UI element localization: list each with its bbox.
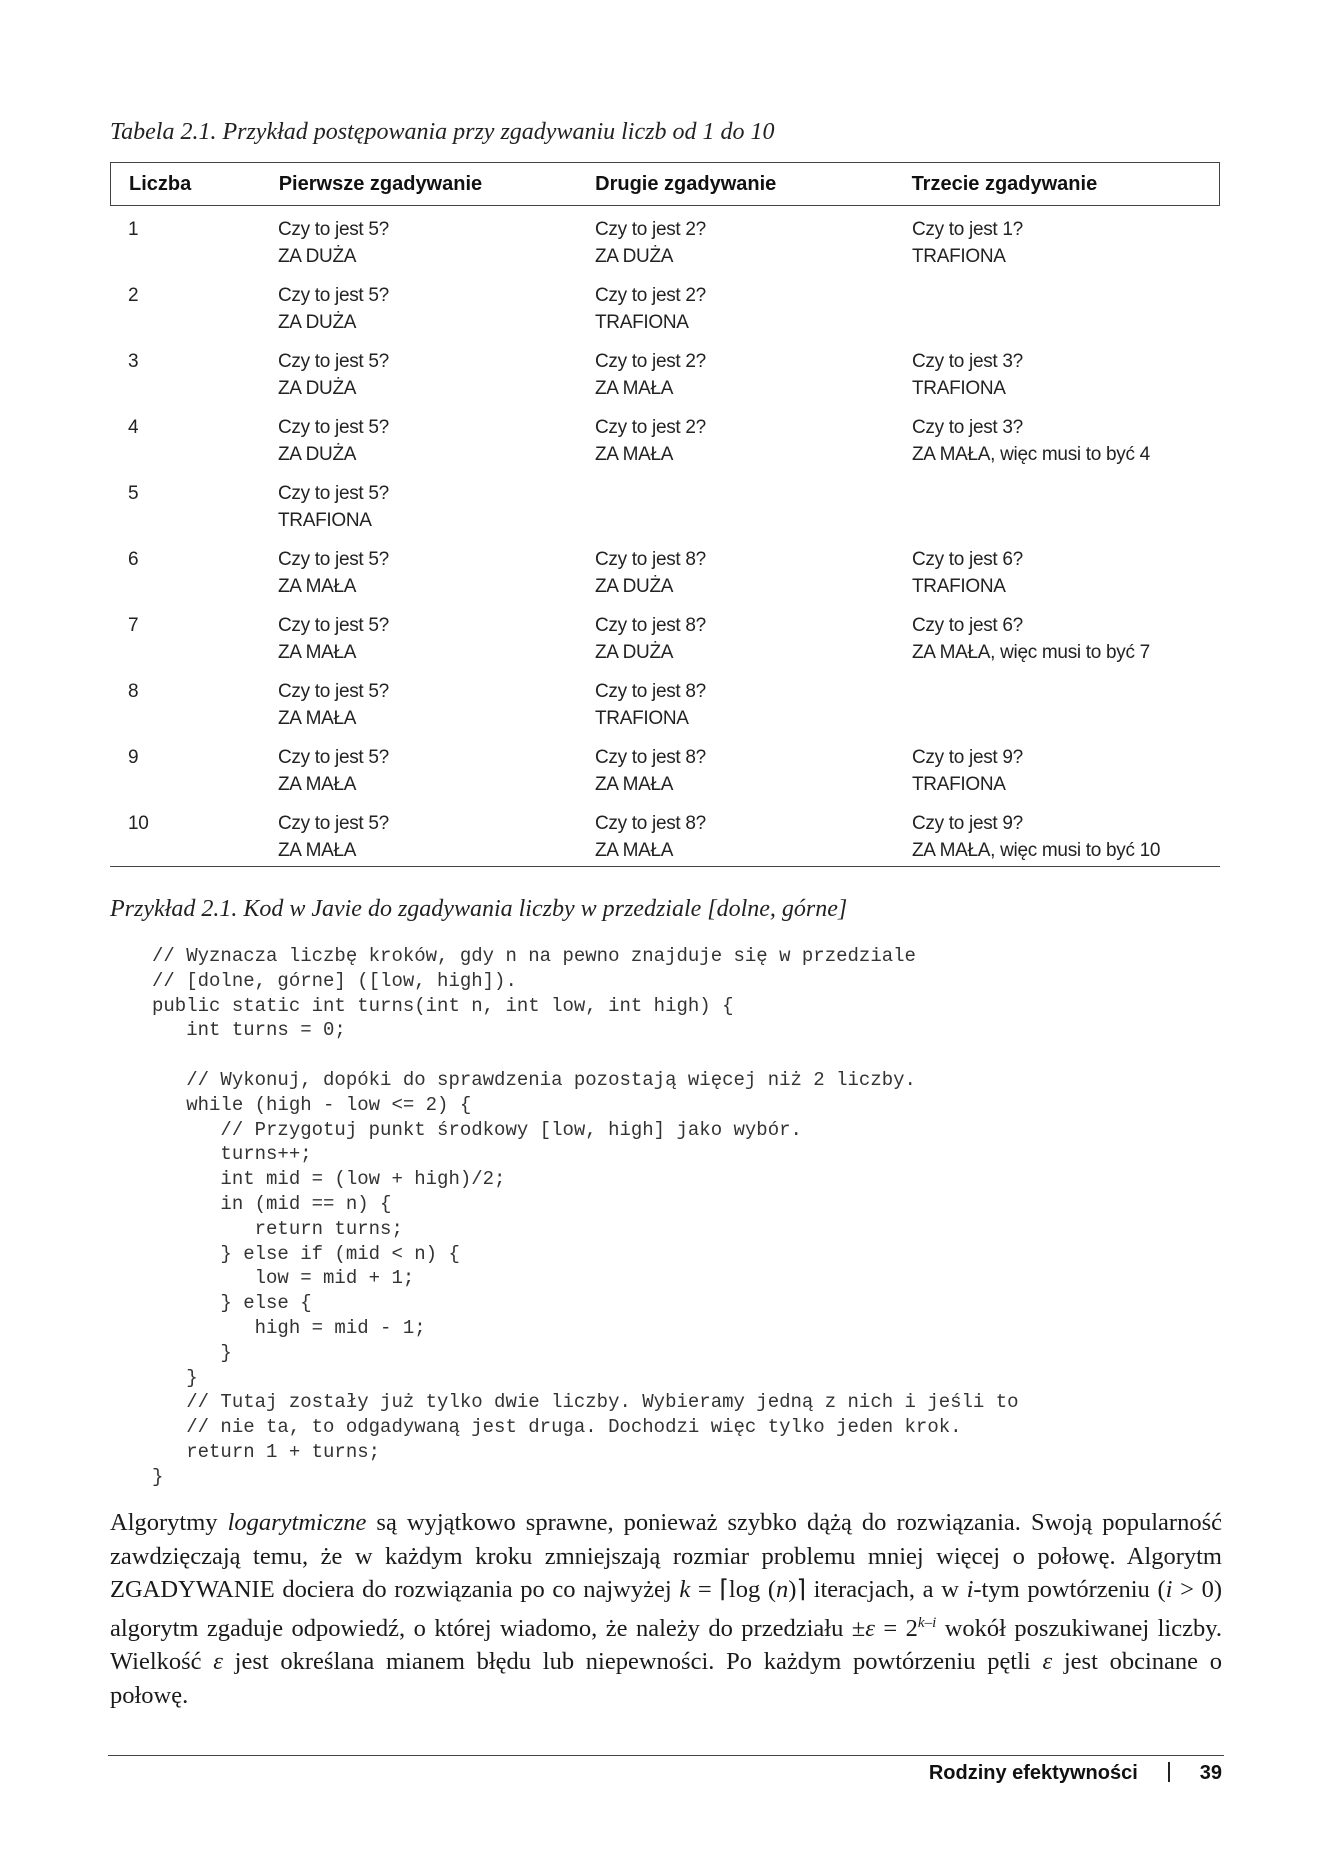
cell-text: TRAFIONA xyxy=(595,312,689,333)
cell-text: ZA MAŁA xyxy=(278,642,357,663)
cell-third-guess xyxy=(912,414,1220,470)
cell-text: TRAFIONA xyxy=(278,510,372,531)
cell-text: Czy to jest 5? xyxy=(278,813,389,834)
code-line: } xyxy=(152,1366,198,1389)
cell-text: Czy to jest 9? xyxy=(912,747,1023,768)
cell-second-guess xyxy=(595,678,912,734)
cell-text: Czy to jest 5? xyxy=(278,747,389,768)
cell-text: 1 xyxy=(128,219,139,240)
code-listing xyxy=(152,944,1019,1490)
table-header xyxy=(110,162,1220,206)
cell-text: ZA DUŻA xyxy=(595,246,674,267)
cell-text: 7 xyxy=(128,615,139,636)
table-row xyxy=(110,404,1220,470)
cell-text: ZA MAŁA xyxy=(595,378,674,399)
cell-text: ZA MAŁA, więc musi to być 4 xyxy=(912,444,1150,465)
header-first-guess: Pierwsze zgadywanie xyxy=(278,172,483,195)
cell-text: Czy to jest 9? xyxy=(912,813,1023,834)
code-line: // [dolne, górne] ([low, high]). xyxy=(152,969,517,992)
cell-text: Czy to jest 2? xyxy=(595,219,706,240)
cell-text: 3 xyxy=(128,351,139,372)
cell-text: ZA DUŻA xyxy=(595,642,674,663)
cell-first-guess xyxy=(278,282,595,338)
cell-text: 5 xyxy=(128,483,139,504)
code-line: // Wyznacza liczbę kroków, gdy n na pewno znajduje się w przedziale xyxy=(152,945,916,967)
table-row xyxy=(110,602,1220,668)
code-line: // nie ta, to odgadywaną jest druga. Dochodzi więc tylko jeden krok. xyxy=(152,1416,962,1439)
cell-text: Czy to jest 5? xyxy=(278,681,389,702)
code-line: // Tutaj zostały już tylko dwie liczby. Wybieramy jedną z nich i jeśli to xyxy=(152,1391,1019,1414)
cell-text: ZA MAŁA xyxy=(278,708,357,729)
cell-text: ZA MAŁA, więc musi to być 7 xyxy=(912,642,1150,663)
example-caption: Przykład 2.1. Kod w Javie do zgadywania liczby w przedziale [dolne, górne] xyxy=(110,896,848,922)
cell-text: TRAFIONA xyxy=(912,246,1006,267)
cell-first-guess xyxy=(278,480,595,536)
cell-text: Czy to jest 6? xyxy=(912,549,1023,570)
cell-third-guess xyxy=(912,810,1220,866)
table-row xyxy=(110,206,1220,272)
table-caption: Tabela 2.1. Przykład postępowania przy zgadywaniu liczb od 1 do 10 xyxy=(110,119,775,145)
cell-number xyxy=(110,480,278,536)
code-line: return turns; xyxy=(152,1217,403,1240)
code-line: // Wykonuj, dopóki do sprawdzenia pozostają więcej niż 2 liczby. xyxy=(152,1068,916,1091)
cell-first-guess xyxy=(278,810,595,866)
cell-text: TRAFIONA xyxy=(912,774,1006,795)
cell-third-guess xyxy=(912,612,1220,668)
cell-number xyxy=(110,414,278,470)
code-line: } else if (mid < n) { xyxy=(152,1242,460,1265)
footer-separator xyxy=(1168,1762,1170,1782)
cell-second-guess xyxy=(595,414,912,470)
cell-second-guess xyxy=(595,216,912,272)
cell-number xyxy=(110,282,278,338)
code-line: public static int turns(int n, int low, int high) { xyxy=(152,994,734,1017)
cell-text: ZA DUŻA xyxy=(278,312,357,333)
table-row xyxy=(110,668,1220,734)
cell-second-guess xyxy=(595,348,912,404)
table-row xyxy=(110,536,1220,602)
cell-third-guess xyxy=(912,678,1220,734)
cell-text: ZA DUŻA xyxy=(278,246,357,267)
code-line: } else { xyxy=(152,1292,312,1315)
cell-text: Czy to jest 5? xyxy=(278,417,389,438)
cell-first-guess xyxy=(278,216,595,272)
cell-text: Czy to jest 3? xyxy=(912,417,1023,438)
cell-text: ZA MAŁA xyxy=(595,840,674,861)
cell-first-guess xyxy=(278,414,595,470)
cell-text: Czy to jest 5? xyxy=(278,483,389,504)
cell-text: 9 xyxy=(128,747,139,768)
cell-number xyxy=(110,348,278,404)
cell-text: 8 xyxy=(128,681,139,702)
table-body xyxy=(110,206,1220,867)
code-line: return 1 + turns; xyxy=(152,1440,381,1463)
cell-second-guess xyxy=(595,744,912,800)
page-number: 39 xyxy=(1199,1762,1222,1784)
table-row xyxy=(110,338,1220,404)
cell-text: Czy to jest 2? xyxy=(595,417,706,438)
code-line: } xyxy=(152,1341,232,1364)
cell-number xyxy=(110,744,278,800)
cell-text: Czy to jest 5? xyxy=(278,219,389,240)
cell-second-guess xyxy=(595,612,912,668)
cell-first-guess xyxy=(278,744,595,800)
table-row xyxy=(110,272,1220,338)
cell-text: Czy to jest 8? xyxy=(595,813,706,834)
cell-text: Czy to jest 8? xyxy=(595,681,706,702)
cell-text: Czy to jest 6? xyxy=(912,615,1023,636)
code-line: } xyxy=(152,1465,164,1488)
cell-third-guess xyxy=(912,546,1220,602)
cell-text: Czy to jest 5? xyxy=(278,615,389,636)
cell-text: 10 xyxy=(128,813,149,834)
code-line: high = mid - 1; xyxy=(152,1316,426,1339)
cell-second-guess xyxy=(595,480,912,536)
cell-text: Czy to jest 1? xyxy=(912,219,1023,240)
cell-third-guess xyxy=(912,744,1220,800)
header-second-guess: Drugie zgadywanie xyxy=(595,172,777,195)
code-line: int turns = 0; xyxy=(152,1019,346,1042)
cell-text: Czy to jest 8? xyxy=(595,549,706,570)
footer-section-title: Rodziny efektywności xyxy=(928,1762,1138,1784)
cell-number xyxy=(110,810,278,866)
cell-number xyxy=(110,612,278,668)
cell-text: ZA MAŁA, więc musi to być 10 xyxy=(912,840,1161,861)
cell-text: ZA DUŻA xyxy=(278,378,357,399)
cell-text: TRAFIONA xyxy=(912,576,1006,597)
cell-text: ZA MAŁA xyxy=(595,444,674,465)
cell-text: Czy to jest 8? xyxy=(595,615,706,636)
cell-text: ZA DUŻA xyxy=(595,576,674,597)
cell-text: 6 xyxy=(128,549,139,570)
header-third-guess: Trzecie zgadywanie xyxy=(911,172,1098,195)
cell-text: ZA DUŻA xyxy=(278,444,357,465)
cell-text: TRAFIONA xyxy=(912,378,1006,399)
guessing-table xyxy=(110,162,1220,867)
cell-text: TRAFIONA xyxy=(595,708,689,729)
cell-number xyxy=(110,678,278,734)
cell-first-guess xyxy=(278,348,595,404)
cell-first-guess xyxy=(278,612,595,668)
cell-third-guess xyxy=(912,348,1220,404)
cell-number xyxy=(110,216,278,272)
code-line: int mid = (low + high)/2; xyxy=(152,1168,506,1191)
table-row xyxy=(110,470,1220,536)
table-row xyxy=(110,734,1220,800)
cell-text: Czy to jest 5? xyxy=(278,351,389,372)
cell-text: Czy to jest 2? xyxy=(595,351,706,372)
header-number: Liczba xyxy=(129,172,192,195)
cell-text: Czy to jest 3? xyxy=(912,351,1023,372)
cell-text: Czy to jest 8? xyxy=(595,747,706,768)
cell-text: ZA MAŁA xyxy=(278,840,357,861)
cell-text: 2 xyxy=(128,285,139,306)
cell-third-guess xyxy=(912,282,1220,338)
footer-rule xyxy=(108,1755,1224,1756)
page-footer xyxy=(929,1762,1222,1785)
cell-first-guess xyxy=(278,546,595,602)
cell-text: Czy to jest 5? xyxy=(278,549,389,570)
cell-text: Czy to jest 2? xyxy=(595,285,706,306)
cell-third-guess xyxy=(912,216,1220,272)
code-line: in (mid == n) { xyxy=(152,1192,392,1215)
cell-text: Czy to jest 5? xyxy=(278,285,389,306)
cell-text: 4 xyxy=(128,417,139,438)
code-line: // Przygotuj punkt środkowy [low, high] jako wybór. xyxy=(152,1118,802,1141)
table-row xyxy=(110,800,1220,866)
cell-first-guess xyxy=(278,678,595,734)
cell-third-guess xyxy=(912,480,1220,536)
cell-second-guess xyxy=(595,546,912,602)
code-line: turns++; xyxy=(152,1143,312,1166)
cell-text: ZA MAŁA xyxy=(278,576,357,597)
cell-text: ZA MAŁA xyxy=(278,774,357,795)
cell-number xyxy=(110,546,278,602)
cell-text: ZA MAŁA xyxy=(595,774,674,795)
body-paragraph: Algorytmy logarytmiczne są wyjątkowo sprawne, ponieważ szybko dążą do rozwiązania. Swoją popularność zawdzięczają temu, że w każdym kroku zmniejszają rozmiar problemu mniej więcej o połowę. Algorytm ZGADYWANIE dociera do rozwiązania po co najwyżej k = ⌈log (n)⌉ iteracjach, a w i-tym powtórzeniu (i > 0) algorytm zgaduje odpowiedź, o której wiadomo, że należy do przedziału $\pm\varepsilon = 2^{k-i}$ wokół poszukiwanej liczby. Wielkość ε jest określana mianem błędu lub niepewności. Po każdym powtórzeniu pętli ε jest obcinane o połowę. xyxy=(110,1509,1222,1709)
code-line: low = mid + 1; xyxy=(152,1267,415,1290)
cell-second-guess xyxy=(595,810,912,866)
code-line: while (high - low <= 2) { xyxy=(152,1093,472,1116)
cell-second-guess xyxy=(595,282,912,338)
